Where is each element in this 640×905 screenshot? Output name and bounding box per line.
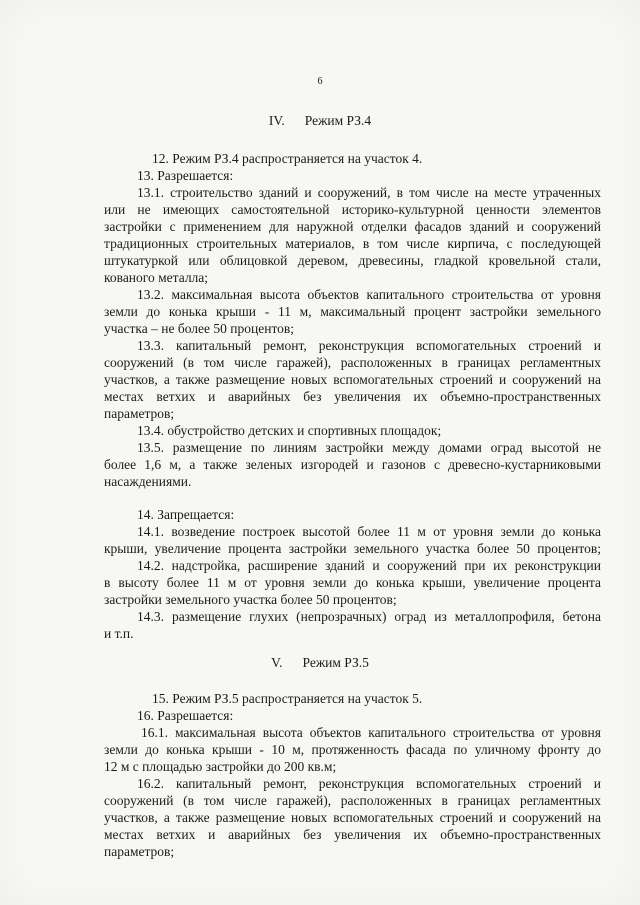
section-title: Режим РЗ.4 [304, 113, 372, 128]
section-number: V. [271, 655, 283, 670]
paragraph-line: земли до конька крыши - 11 м, максимальный процент застройки земельного [104, 304, 601, 319]
paragraph-line: параметров; [104, 406, 175, 421]
paragraph-line: застройки земельного участка более 50 процентов; [104, 592, 397, 607]
paragraph-line: 15. Режим РЗ.5 распространяется на участок 5. [152, 691, 423, 706]
section-title: Режим РЗ.5 [302, 655, 369, 670]
paragraph-line: 14.3. размещение глухих (непрозрачных) оград из металлопрофиля, бетона [137, 609, 601, 624]
paragraph-line: традиционных строительных материалов, в том числе кирпича, с последующей [104, 236, 601, 251]
section-number: IV. [268, 113, 285, 128]
paragraph-line: 12 м с площадью застройки до 200 кв.м; [104, 759, 337, 774]
paragraph-line: земли до конька крыши - 10 м, протяженность фасада по уличному фронту до [104, 742, 601, 757]
paragraph-line: местах ветхих и аварийных без увеличения их объемно-пространственных [104, 827, 601, 842]
section-heading [0, 655, 640, 671]
paragraph-line: участков, а также размещение новых вспомогательных строений и сооружений на [104, 810, 601, 825]
paragraph-line: участков, а также размещение новых вспомогательных строений и сооружений на [104, 372, 601, 387]
paragraph-line: участка – не более 50 процентов; [104, 321, 295, 336]
paragraph-line: 14.1. возведение построек высотой более 11 м от уровня земли до конька [137, 524, 601, 539]
paragraph-line: 13.2. максимальная высота объектов капитального строительства от уровня [137, 287, 601, 302]
paragraph-line: 13.1. строительство зданий и сооружений, в том числе на месте утраченных [137, 185, 601, 200]
paragraph-line: 16.2. капитальный ремонт, реконструкция вспомогательных строений и [137, 776, 601, 791]
paragraph-line: крыши, увеличение процента застройки земельного участка более 50 процентов; [104, 541, 601, 556]
paragraph-line: 13.4. обустройство детских и спортивных площадок; [137, 423, 442, 438]
paragraph-line: или не имеющих самостоятельной историко-культурной ценности элементов [104, 202, 601, 217]
paragraph-line: 12. Режим РЗ.4 распространяется на участок 4. [152, 151, 423, 166]
paragraph-line: сооружений (в том числе гаражей), расположенных в границах регламентных [104, 355, 601, 370]
paragraph-line: насаждениями. [104, 474, 192, 489]
paragraph-line: застройки с применением для наружной отделки фасадов зданий и сооружений [104, 219, 601, 234]
paragraph-line: 16.1. максимальная высота объектов капитального строительства от уровня [141, 725, 601, 740]
paragraph-line: 14. Запрещается: [137, 507, 235, 522]
paragraph-line: 16. Разрешается: [137, 708, 234, 723]
paragraph-line: в высоту более 11 м от уровня земли до конька крыши, увеличение процента [104, 575, 601, 590]
paragraph-line: и т.п. [104, 626, 134, 641]
paragraph-line: 13.3. капитальный ремонт, реконструкция вспомогательных строений и [137, 338, 601, 353]
paragraph-line: 13. Разрешается: [137, 168, 234, 183]
paragraph-line: сооружений (в том числе гаражей), расположенных в границах регламентных [104, 793, 601, 808]
paragraph-line: более 1,6 м, а также зеленых изгородей и газонов с древесно-кустарниковыми [104, 457, 601, 472]
paragraph-line: 13.5. размещение по линиям застройки между домами оград высотой не [137, 440, 601, 455]
paragraph-line: кованого металла; [104, 270, 209, 285]
paragraph-line: штукатуркой или облицовкой деревом, древесины, гладкой кровельной стали, [104, 253, 601, 268]
page-number: 6 [317, 76, 323, 87]
paragraph-line: параметров; [104, 844, 175, 859]
section-heading [0, 113, 640, 129]
paragraph-line: местах ветхих и аварийных без увеличения их объемно-пространственных [104, 389, 601, 404]
paragraph-line: 14.2. надстройка, расширение зданий и сооружений при их реконструкции [137, 558, 601, 573]
